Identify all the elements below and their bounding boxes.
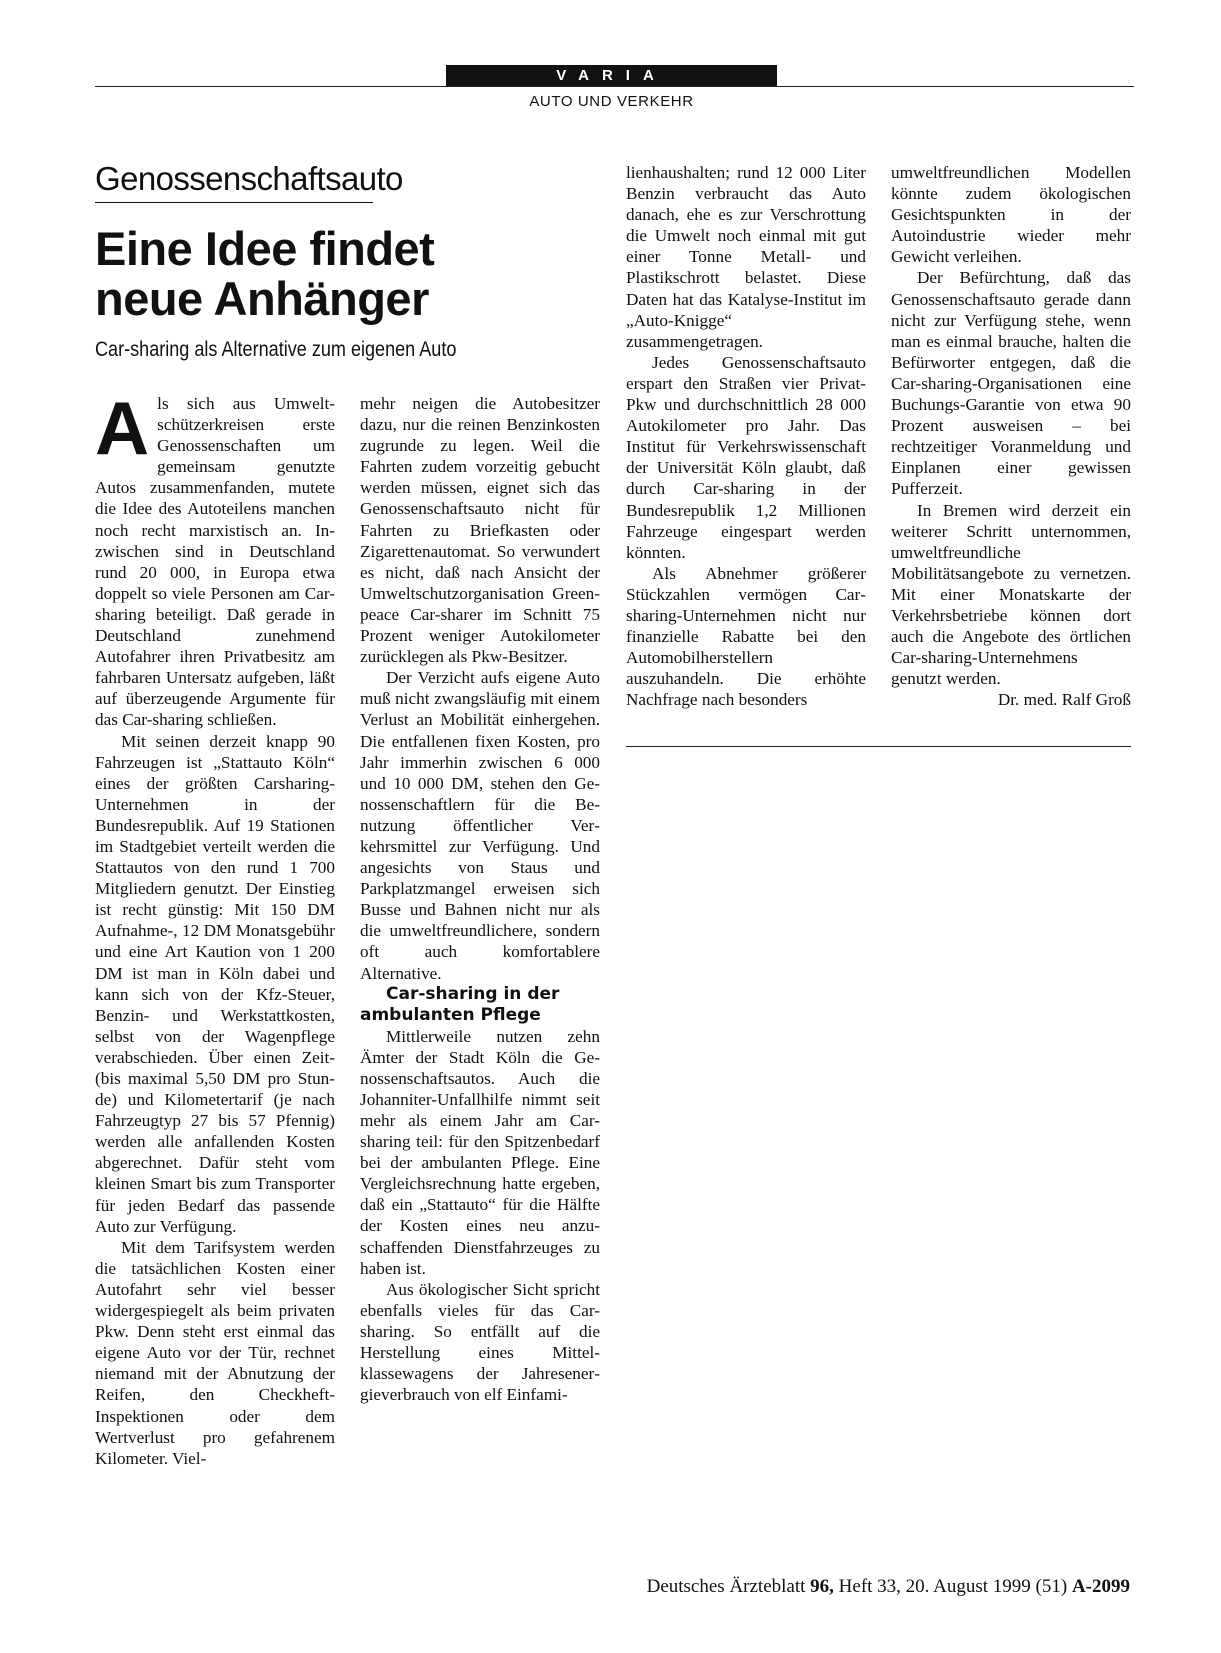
paragraph: umweltfreundlichen Modellen könnte zudem ökologischen Gesichtspunkten in der Autoindustrie wieder mehr Gewicht verleihen. <box>891 163 1131 267</box>
paragraph: Der Verzicht aufs eigene Auto muß nicht zwangsläufig mit einem Verlust an Mobilität einhergehen. Die entfallenen fixen Kosten, pro Jahr immerhin zwischen 6 000 und 10 000 DM, stehen den Genossenschaftlern für die Benutzung öffentlicher Verkehrsmittel zur Verfügung. Und angesichts von Staus und Parkplatzmangel erweisen sich Busse und Bahnen nicht nur als die umweltfreundlichere, sondern oft auch komfortablere Alternative. <box>360 668 600 983</box>
paragraph: Aus ökologischer Sicht spricht ebenfalls vieles für das Car-sharing. So entfällt auf die Herstellung eines Mittelklassewagens der Jahresenergieverbrauch von elf Einfami- <box>360 1279 600 1405</box>
section-banner-varia: VARIA <box>446 65 777 86</box>
text-column-1 <box>95 386 335 1469</box>
journal-name: Deutsches Ärzteblatt <box>646 1576 806 1597</box>
journal-volume: 96, <box>810 1576 834 1597</box>
section-label: AUTO UND VERKEHR <box>529 93 694 110</box>
issue-info: Heft 33, 20. August 1999 (51) <box>838 1576 1068 1597</box>
kicker-underline <box>95 202 373 203</box>
text-column-3 <box>626 162 866 710</box>
paragraph: Mit seinen derzeit knapp 90 Fahrzeugen ist „Stattauto Köln“ eines der größten Carsharing-Unternehmen in der Bundesrepublik. Auf 19 Stationen im Stadtgebiet verteilt werden die Stattautos von den rund 1 700 Mitgliedern genutzt. Der Einstieg ist recht günstig: Mit 150 DM Aufnahme-, 12 DM Monatsgebühr und eine Art Kaution von 1 200 DM ist man in Köln dabei und kann sich von der Kfz-Steuer, Benzin- und Werkstattkosten, selbst von der Wagenpflege verabschieden. Über einen Zeit- (bis maximal 5,50 DM pro Stunde) und Kilometertarif (je nach Fahrzeugtyp 27 bis 57 Pfennig) werden alle anfallenden Kosten abgerechnet. Dafür steht vom kleinen Smart bis zum Transporter für jeden Bedarf das passende Auto zur Verfügung. <box>95 731 335 1236</box>
section-subheading: Car-sharing in der ambulanten Pflege <box>360 983 560 1025</box>
article-end-rule <box>626 746 1131 747</box>
page-number: A-2099 <box>1071 1576 1130 1597</box>
text-column-4 <box>891 162 1131 710</box>
paragraph: mehr neigen die Autobesitzer dazu, nur die reinen Benzinkosten zugrunde zu legen. Weil die Fahrten zudem vorzeitig gebucht werden müssen, eignet sich das Genossenschaftsauto nicht für Fahrten zu Briefkasten oder Zigarettenautomat. So verwundert es nicht, daß nach Ansicht der Umweltschutzorganisation Greenpeace Car-sharer im Schnitt 75 Prozent weniger Autokilometer zurücklegen als Pkw-Besitzer. <box>360 394 600 667</box>
article-headline <box>95 224 555 324</box>
paragraph: Der Befürchtung, daß das Genossenschaftsauto gerade dann nicht zur Verfügung stehe, wenn man es einmal brauche, halten die Befürworter entgegen, daß die Car-sharing-Organisationen eine Buchungs-Garantie von etwa 90 Prozent ausweisen – bei rechtzeitiger Voranmeldung und Einplanen einer gewissen Pufferzeit. <box>891 268 1131 499</box>
page-footer <box>600 1576 1130 1598</box>
headline-line-1: Eine Idee findet <box>95 222 435 275</box>
paragraph-text: In Bremen wird derzeit ein weiterer Schritt unternommen, umweltfreundliche Mobilitätsangebote zu vernetzen. Mit einer Monatskarte der Verkehrsbetriebe können dort auch die Angebote des örtlichen Car-sharing-Unternehmens genutzt werden. <box>891 500 1131 689</box>
author-byline: Dr. med. Ralf Groß <box>997 690 1131 710</box>
paragraph-text: ls sich aus Umweltschützerkreisen erste Genossenschaften um gemeinsam genutzte Autos zusammenfanden, mutete die Idee des Autoteilens manchen noch recht marxistisch an. Inzwischen sind in Deutschland rund 20 000, in Europa etwa doppelt so viele Personen am Car-sharing beteiligt. Daß gerade in Deutschland zunehmend Autofahrer ihren Privatbesitz am fahrbaren Untersatz aufgeben, läßt auf überzeugende Argumente für das Car-sharing schließen. <box>95 394 335 730</box>
text-column-2 <box>360 393 600 1405</box>
article-kicker: Genossenschaftsauto <box>95 160 403 197</box>
paragraph: lienhaushalten; rund 12 000 Liter Benzin verbraucht das Auto danach, ehe es zur Verschrottung die Umwelt noch einmal mit gut einer Tonne Metall- und Plastikschrott belastet. Diese Daten hat das Katalyse-Institut im „Auto-Knigge“ zusammengetragen. <box>626 163 866 351</box>
article-subheadline: Car-sharing als Alternative zum eigenen Auto <box>95 338 457 361</box>
paragraph: Jedes Genossenschaftsauto erspart den Straßen vier Privat-Pkw und durchschnittlich 28 000 Autokilometer pro Jahr. Das Institut für Verkehrswissenschaft der Universität Köln glaubt, daß durch Car-sharing in der Bundesrepublik 1,2 Millionen Fahrzeuge eingespart werden könnten. <box>626 352 866 562</box>
paragraph <box>891 500 1131 710</box>
paragraph: Als Abnehmer größerer Stückzahlen vermögen Carsharing-Unternehmen nicht nur finanzielle Rabatte bei den Automobilherstellern auszuhandeln. Die erhöhte Nachfrage nach besonders <box>626 563 866 710</box>
drop-cap: A <box>95 386 150 470</box>
paragraph <box>95 386 335 731</box>
paragraph: Mittlerweile nutzen zehn Ämter der Stadt Köln die Genossenschaftsautos. Auch die Johanniter-Unfallhilfe nimmt seit mehr als einem Jahr am Car-sharing teil: für den Spitzenbedarf bei der ambulanten Pflege. Eine Vergleichsrechnung hatte ergeben, daß ein „Stattauto“ für die Hälfte der Kosten eines neu anzuschaffenden Dienstfahrzeuges zu haben ist. <box>360 1026 600 1278</box>
header-rule <box>95 86 1134 87</box>
headline-line-2: neue Anhänger <box>95 272 429 325</box>
paragraph: Mit dem Tarifsystem werden die tatsächlichen Kosten einer Autofahrt sehr viel besser widergespiegelt als beim privaten Pkw. Denn steht erst einmal das eigene Auto vor der Tür, rechnet niemand mit der Abnutzung der Reifen, den Checkheft-Inspektionen oder dem Wertverlust pro gefahrenem Kilometer. Viel- <box>95 1237 335 1468</box>
